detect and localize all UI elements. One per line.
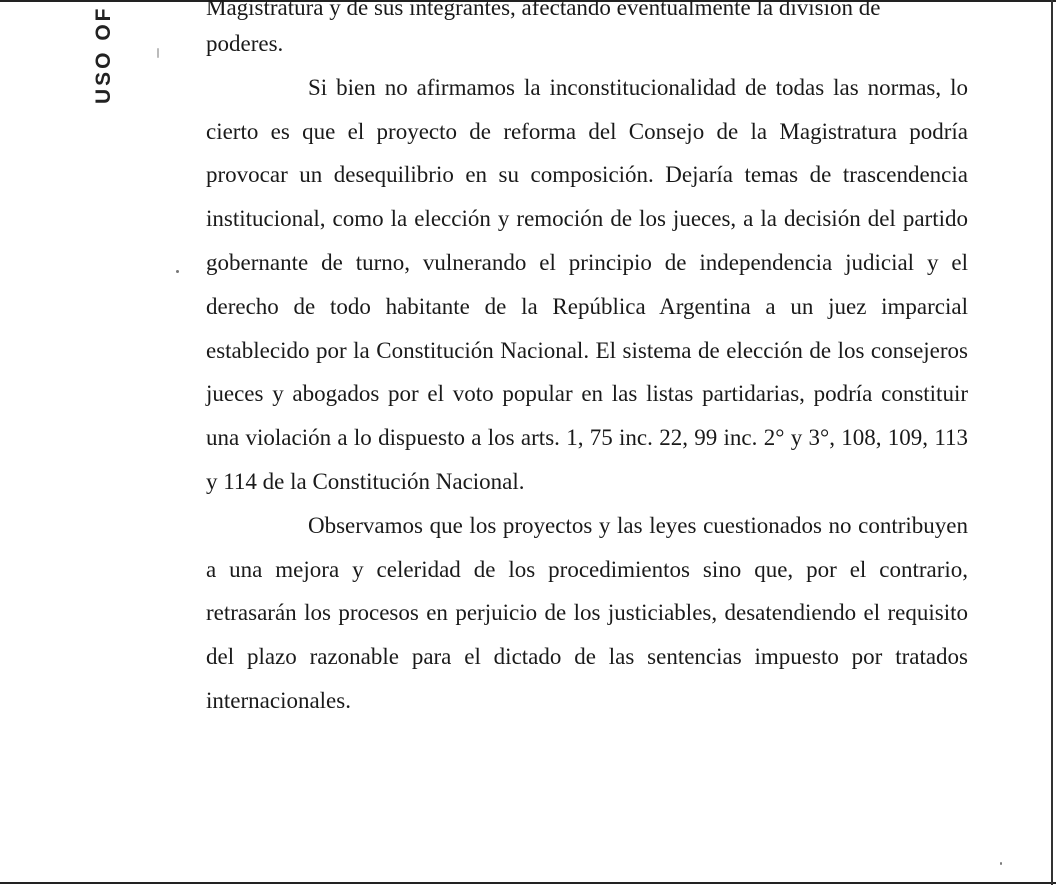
paragraph-constitutionality: Si bien no afirmamos la inconstitucionalidad de todas las normas, lo cierto es que el proyecto de reforma del Consejo de la Magistratura podría provocar un desequilibrio en su composición. Dejaría temas de trascendencia institucional, como la elección y remoción de los jueces, a la decisión del partido gobernante de turno, vulnerando el principio de independencia judicial y el derecho de todo habitante de la República Argentina a un juez imparcial establecido por la Constitución Nacional. El sistema de elección de los consejeros jueces y abogados por el voto popular en las listas partidarias, podría constituir una violación a lo dispuesto a los arts. 1, 75 inc. 22, 99 inc. 2° y 3°, 108, 109, 113 y 114 de la Constitución Nacional.	[206, 74, 968, 494]
paragraph-continuation: poderes.	[206, 31, 284, 56]
scan-speck	[176, 270, 179, 273]
document-body	[206, 22, 968, 723]
page-bottom-border	[0, 882, 1056, 884]
cut-off-text-line: Magistratura y de sus integrantes, afectando eventualmente la división de	[206, 0, 881, 20]
scan-speck	[1000, 862, 1002, 865]
paragraph-observations: Observamos que los proyectos y las leyes cuestionados no contribuyen a una mejora y celeridad de los procedimientos sino que, por el contrario, retrasarán los procesos en perjuicio de los justiciables, desatendiendo el requisito del plazo razonable para el dictado de las sentencias impuesto por tratados internacionales.	[206, 512, 968, 713]
page-right-border	[1051, 0, 1053, 885]
scan-speck	[157, 48, 159, 58]
margin-stamp: USO OF	[92, 5, 115, 104]
